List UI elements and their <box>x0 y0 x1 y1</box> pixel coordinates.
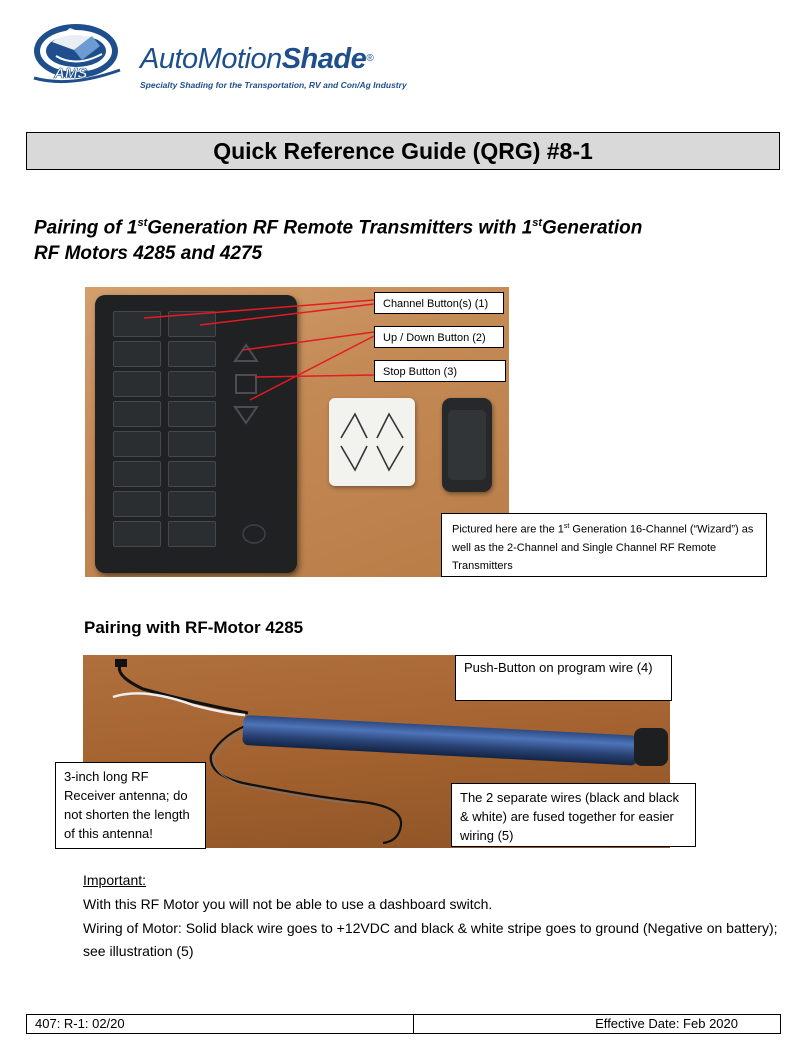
callout-push-button: Push-Button on program wire (4) <box>455 655 672 701</box>
photo1-caption: Pictured here are the 1st Generation 16-Channel (“Wizard”) as well as the 2-Channel and Single Channel RF Remote Transmitters <box>441 513 767 577</box>
important-text <box>83 893 783 964</box>
brand-name-part3: Shade <box>281 43 367 75</box>
callout-up-down-button: Up / Down Button (2) <box>374 326 504 348</box>
footer-effective-date: Effective Date: Feb 2020 <box>595 1016 738 1031</box>
callout-fused-wires: The 2 separate wires (black and black & white) are fused together for easier wiring (5) <box>451 783 696 847</box>
callout-channel-buttons: Channel Button(s) (1) <box>374 292 504 314</box>
callout-stop-button: Stop Button (3) <box>374 360 506 382</box>
page-title: Quick Reference Guide (QRG) #8-1 <box>26 132 780 170</box>
footer-revision: 407: R-1: 02/20 <box>27 1015 414 1033</box>
brand-name-part1: Auto <box>140 43 198 75</box>
brand-tagline: Specialty Shading for the Transportation, RV and Con/Ag Industry <box>140 80 407 90</box>
motor-end-cap <box>634 728 668 766</box>
important-label: Important: <box>83 872 147 888</box>
svg-text:AMS: AMS <box>54 65 88 82</box>
registered-mark: ® <box>366 53 374 64</box>
subheading-rf-motor: Pairing with RF-Motor 4285 <box>84 618 304 637</box>
brand-name-part2: Motion <box>197 43 282 75</box>
important-line-1: With this RF Motor you will not be able to use a dashboard switch. <box>83 896 493 912</box>
heading-line-1: Pairing of 1stGeneration RF Remote Transmitters with 1stGeneration <box>34 217 643 239</box>
heading-line-2: RF Motors 4285 and 4275 <box>34 243 263 265</box>
callout-antenna: 3-inch long RF Receiver antenna; do not shorten the length of this antenna! <box>55 762 206 849</box>
page-footer <box>26 1014 781 1034</box>
important-line-2: Wiring of Motor: Solid black wire goes to +12VDC and black & white stripe goes to ground (Negative on battery); see illustration (5) <box>83 919 778 959</box>
